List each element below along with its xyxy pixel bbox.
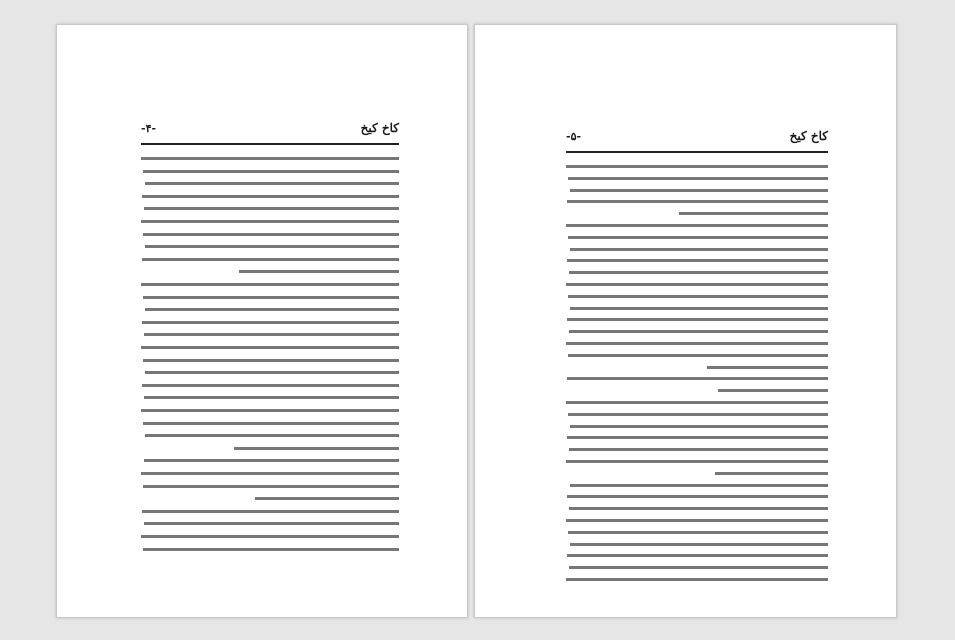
- header-rule: [141, 143, 399, 145]
- text-line: [570, 189, 828, 192]
- text-line: [566, 224, 828, 227]
- text-line: [569, 507, 828, 510]
- page-right: [474, 24, 897, 618]
- text-line: [141, 472, 399, 475]
- body-text: [141, 151, 399, 561]
- text-line: [144, 396, 399, 399]
- text-line: [143, 359, 399, 362]
- header-rule: [566, 151, 828, 153]
- text-line: [255, 497, 399, 500]
- text-line: [566, 283, 828, 286]
- running-title: کاخ کیخ: [789, 129, 828, 143]
- text-line: [142, 510, 399, 513]
- text-line: [142, 195, 399, 198]
- text-line: [143, 422, 399, 425]
- text-line: [570, 484, 828, 487]
- text-line: [718, 389, 828, 392]
- text-line: [567, 436, 828, 439]
- text-line: [569, 448, 828, 451]
- text-line: [144, 333, 399, 336]
- text-line: [141, 157, 399, 160]
- text-line: [566, 460, 828, 463]
- text-line: [144, 522, 399, 525]
- text-line: [566, 401, 828, 404]
- text-line: [567, 495, 828, 498]
- text-line: [566, 165, 828, 168]
- text-line: [234, 447, 399, 450]
- text-line: [567, 554, 828, 557]
- text-line: [707, 366, 828, 369]
- text-line: [566, 342, 828, 345]
- text-line: [143, 296, 399, 299]
- text-line: [569, 566, 828, 569]
- text-line: [144, 459, 399, 462]
- text-line: [570, 425, 828, 428]
- text-line: [239, 270, 399, 273]
- text-line: [141, 283, 399, 286]
- text-line: [715, 472, 828, 475]
- text-line: [141, 346, 399, 349]
- text-line: [568, 354, 828, 357]
- text-line: [141, 409, 399, 412]
- text-line: [142, 258, 399, 261]
- text-line: [145, 308, 399, 311]
- page-header: [566, 127, 828, 149]
- text-line: [568, 413, 828, 416]
- page-left: [56, 24, 468, 618]
- text-line: [143, 485, 399, 488]
- text-line: [569, 330, 828, 333]
- text-line: [567, 259, 828, 262]
- text-line: [145, 245, 399, 248]
- text-line: [143, 170, 399, 173]
- page-number: -۵-: [566, 130, 582, 143]
- text-line: [568, 177, 828, 180]
- text-line: [566, 519, 828, 522]
- page-number: -۴-: [141, 122, 157, 135]
- text-line: [566, 578, 828, 581]
- text-line: [568, 236, 828, 239]
- text-line: [142, 384, 399, 387]
- text-line: [568, 295, 828, 298]
- text-line: [143, 233, 399, 236]
- running-title: کاخ کیخ: [360, 121, 399, 135]
- text-line: [567, 200, 828, 203]
- text-line: [143, 548, 399, 551]
- page-header: [141, 119, 399, 141]
- text-line: [570, 543, 828, 546]
- text-line: [570, 307, 828, 310]
- text-line: [145, 182, 399, 185]
- text-line: [144, 207, 399, 210]
- text-line: [142, 321, 399, 324]
- body-text: [566, 159, 828, 589]
- text-line: [145, 371, 399, 374]
- text-line: [679, 212, 828, 215]
- text-line: [569, 271, 828, 274]
- text-line: [567, 377, 828, 380]
- text-line: [568, 531, 828, 534]
- text-line: [141, 535, 399, 538]
- text-line: [567, 318, 828, 321]
- text-line: [570, 248, 828, 251]
- text-line: [141, 220, 399, 223]
- text-line: [145, 434, 399, 437]
